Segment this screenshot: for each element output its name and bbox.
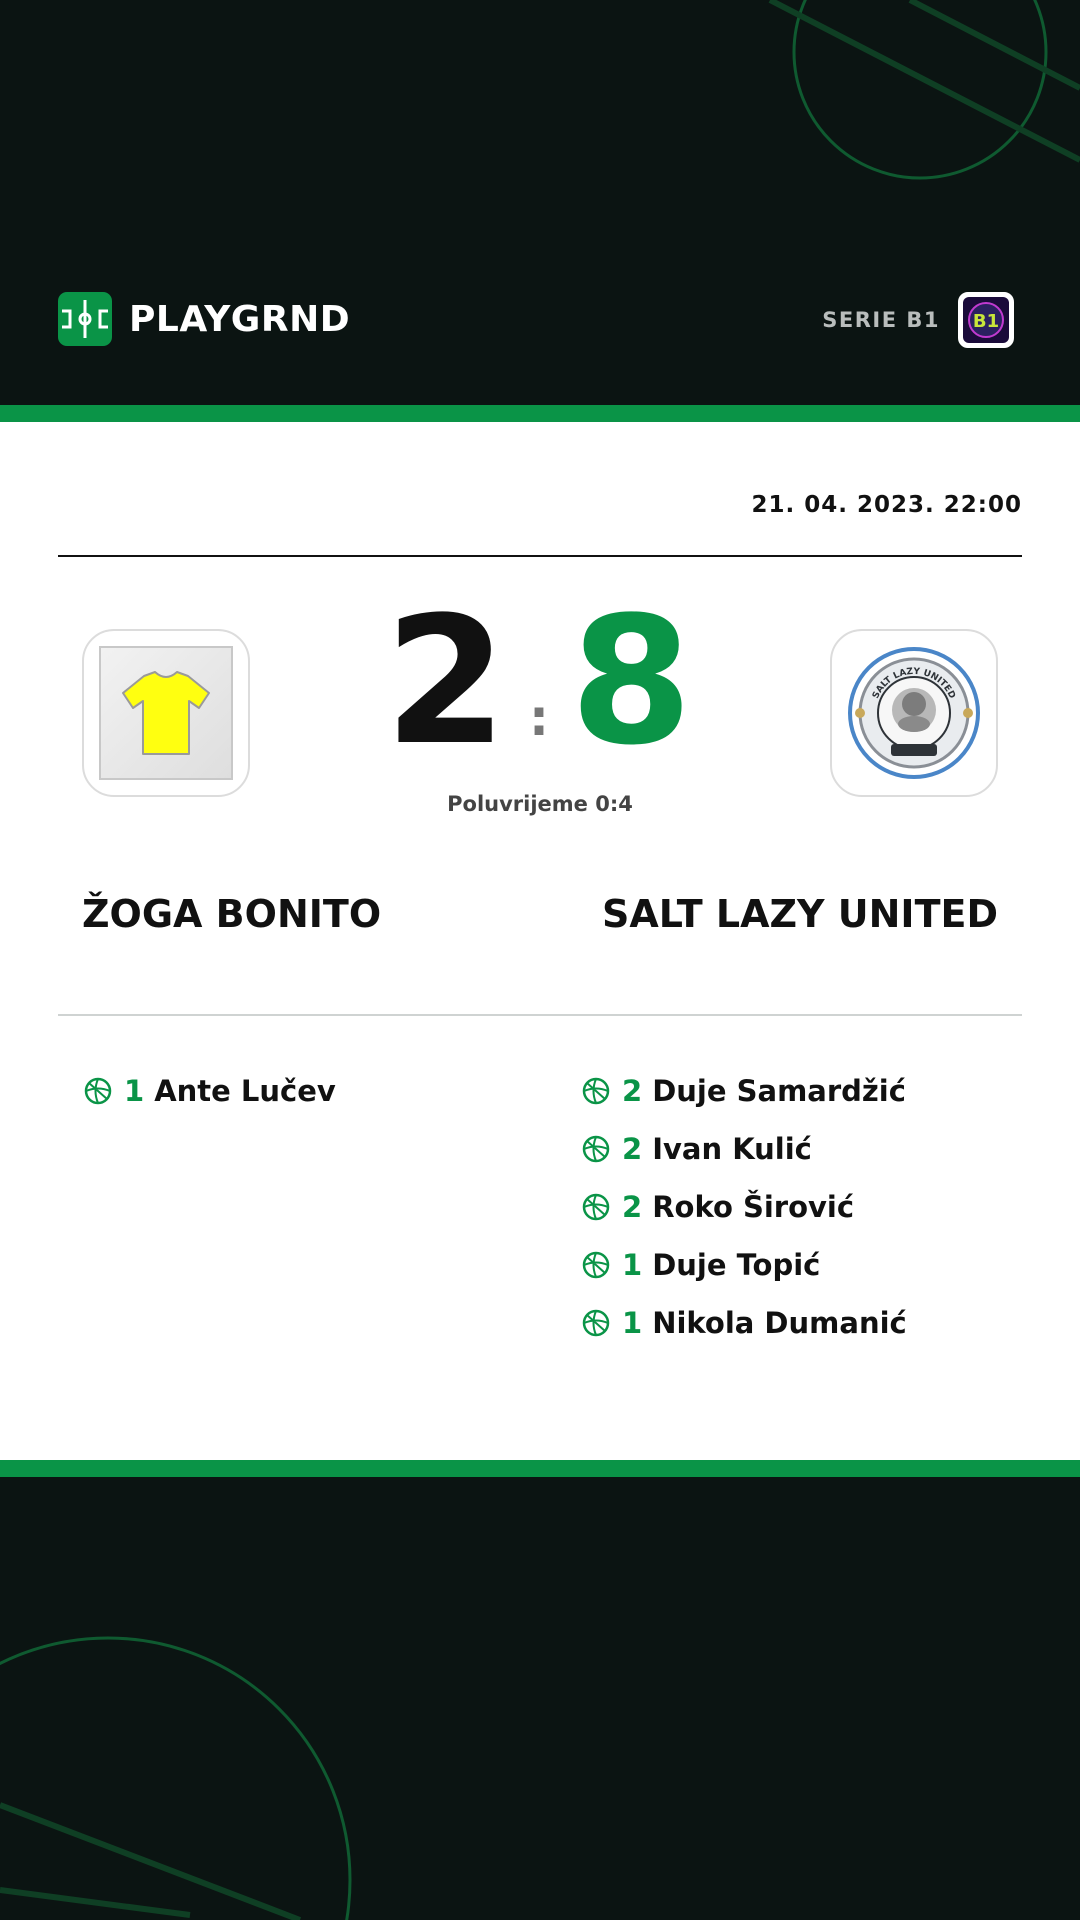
divider [58, 555, 1022, 557]
scorer-name: Ante Lučev [154, 1074, 336, 1108]
salt-lazy-united-crest-icon [847, 646, 981, 780]
brand-name: PLAYGRND [129, 298, 351, 340]
scorer-item[interactable] [582, 1294, 907, 1352]
scorer-item[interactable] [84, 1062, 336, 1120]
brand[interactable] [58, 292, 350, 346]
away-team-name[interactable]: SALT LAZY UNITED [602, 892, 998, 936]
league-badge-icon [958, 292, 1014, 348]
scorer-name: Nikola Dumanić [652, 1306, 907, 1340]
away-scorers-list [582, 1062, 907, 1352]
scorer-item[interactable] [582, 1236, 907, 1294]
league-info[interactable] [822, 292, 1014, 348]
scorer-goals: 1 [622, 1306, 643, 1340]
bottom-accent-bar [0, 1460, 1080, 1477]
ball-icon [582, 1135, 610, 1163]
ball-icon [582, 1077, 610, 1105]
away-score: 8 [570, 579, 691, 784]
ball-icon [582, 1193, 610, 1221]
match-datetime: 21. 04. 2023. 22:00 [751, 492, 1022, 518]
scorer-goals: 2 [622, 1190, 643, 1224]
home-score: 2 [384, 579, 505, 784]
away-team-crest[interactable] [830, 629, 998, 797]
scorer-item[interactable] [582, 1120, 907, 1178]
league-name: SERIE B1 [822, 308, 940, 332]
scorer-name: Ivan Kulić [652, 1132, 812, 1166]
header [0, 0, 1080, 405]
home-scorers-list [84, 1062, 336, 1120]
match-card [0, 422, 1080, 1460]
ball-icon [582, 1309, 610, 1337]
scorer-name: Roko Širović [652, 1190, 855, 1224]
home-team-name[interactable]: ŽOGA BONITO [82, 892, 382, 936]
ball-icon [582, 1251, 610, 1279]
halftime-score: Poluvrijeme 0:4 [447, 792, 633, 816]
top-accent-bar [0, 405, 1080, 422]
scorer-goals: 2 [622, 1132, 643, 1166]
divider [58, 1014, 1022, 1016]
scorer-goals: 2 [622, 1074, 643, 1108]
scorer-item[interactable] [582, 1178, 907, 1236]
league-badge-text: B1 [972, 311, 1000, 332]
score-separator: : [529, 689, 549, 747]
pitch-icon [58, 292, 112, 346]
scorer-name: Duje Topić [652, 1248, 821, 1282]
ball-icon [84, 1077, 112, 1105]
scorer-name: Duje Samardžić [652, 1074, 906, 1108]
scorer-goals: 1 [124, 1074, 145, 1108]
scorer-goals: 1 [622, 1248, 643, 1282]
crest-ring-text: SALT LAZY UNITED [871, 666, 957, 701]
scorer-item[interactable] [582, 1062, 907, 1120]
